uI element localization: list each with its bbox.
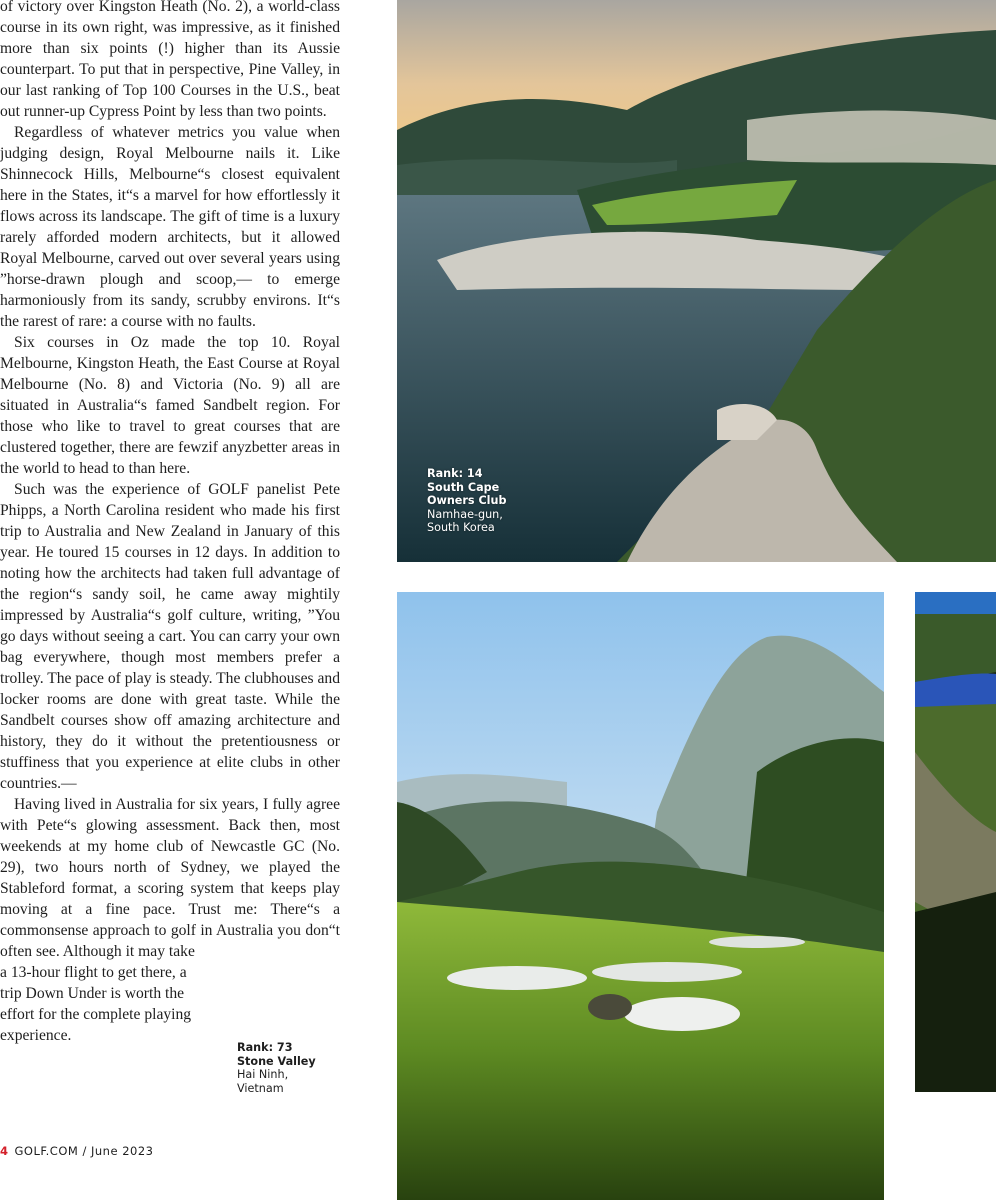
caption-south-cape: [427, 467, 507, 535]
caption-location: Hai Ninh,: [237, 1068, 289, 1081]
page-footer: [0, 1144, 153, 1158]
caption-rank: Rank: 73: [237, 1041, 293, 1054]
paragraph: Having lived in Australia for six years, I fully agree with Pete“s glowing assessment. Back then, most weekends at my home club of Newcastle GC (No. 29), two hours north of Sydney, we played the Stableford format, a scoring system that keeps play moving at a fine pace. Trust me: There“s a commonsense approach to golf in Australia you don“t often see. Although it may take: [0, 796, 340, 960]
paragraph: Such was the experience of GOLF panelist Pete Phipps, a North Carolina resident who made his first trip to Australia and New Zealand in January of this year. He toured 15 courses in 12 days. In addition to noting how the architects had taken full advantage of the region“s sandy soil, he came away mightily impressed by Australia“s golf culture, writing, ”You go days without seeing a cart. You can carry your own bag everywhere, though most members prefer a trolley. The pace of play is steady. The clubhouses and locker rooms are done with great taste. While the Sandbelt courses show off amazing architecture and history, they do it without the pretentiousness or stuffiness that you experience at elite clubs in other countries.—: [0, 481, 340, 792]
photo-stone-valley: [397, 592, 884, 1200]
caption-course: Owners Club: [427, 494, 507, 507]
caption-course: Stone Valley: [237, 1054, 316, 1068]
caption-course: South Cape: [427, 480, 500, 494]
caption-location: Namhae-gun,: [427, 507, 503, 521]
paragraph: Six courses in Oz made the top 10. Royal Melbourne, Kingston Heath, the East Course at Royal Melbourne (No. 8) and Victoria (No. 9) all are situated in Australia“s famed Sandbelt region. For those who like to travel to great courses that are clustered together, there are fewzif anyzbetter areas in the world to head to than here.: [0, 334, 340, 477]
caption-location: Vietnam: [237, 1081, 284, 1095]
caption-location: South Korea: [427, 521, 495, 534]
paragraph: of victory over Kingston Heath (No. 2), a world-class course in its own right, was impressive, as it finished more than six points (!) higher than its Aussie counterpart. To put that in perspective, Pine Valley, in our last ranking of Top 100 Courses in the U.S., beat out runner-up Cypress Point by less than two points.: [0, 0, 340, 120]
caption-stone-valley: [237, 1041, 316, 1095]
caption-rank: Rank: 14: [427, 467, 483, 480]
article-body: [0, 0, 340, 1046]
photo-partial-course: [915, 592, 996, 1092]
paragraph: Regardless of whatever metrics you value when judging design, Royal Melbourne nails it. Like Shinnecock Hills, Melbourne“s closest equivalent here in the States, it“s a marvel for how effortlessly it flows across its landscape. The gift of time is a luxury rarely afforded modern architects, but it allowed Royal Melbourne, carved out over several years using ”horse-drawn plough and scoop,— to emerge harmoniously from its sandy, scrubby environs. It“s the rarest of rare: a course with no faults.: [0, 124, 340, 330]
page-number: 4: [0, 1144, 9, 1158]
paragraph: a 13-hour flight to get there, a trip Down Under is worth the effort for the complete playing experience.: [0, 964, 192, 1044]
publication-line: GOLF.COM / June 2023: [14, 1144, 154, 1158]
